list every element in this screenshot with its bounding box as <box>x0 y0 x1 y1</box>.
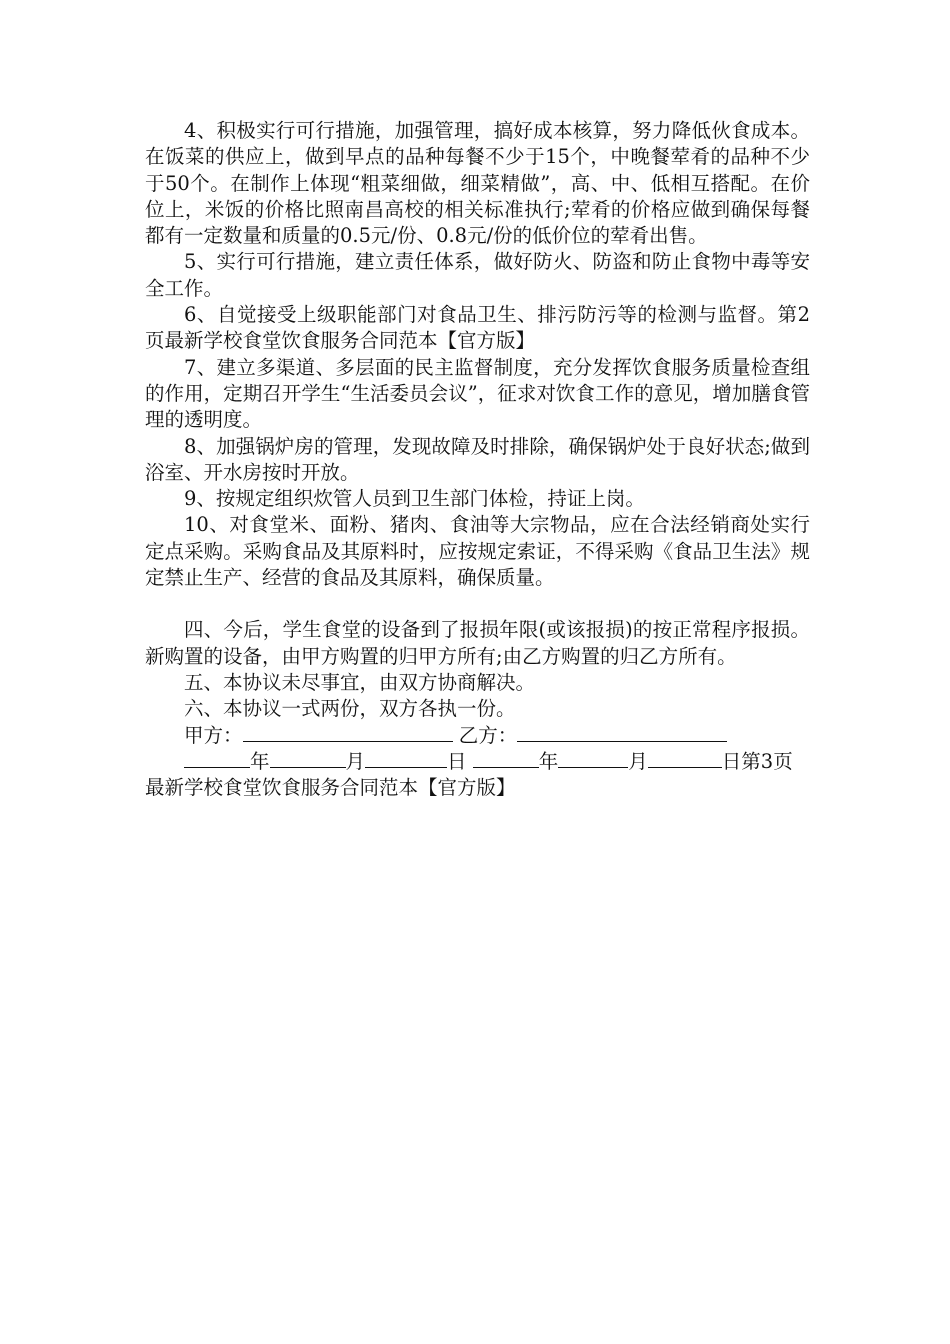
month-blank-b <box>558 749 628 768</box>
day-blank-a <box>365 749 447 768</box>
document-page <box>145 118 810 801</box>
party-b-label: 乙方： <box>458 723 518 747</box>
day-label-b: 日 <box>721 749 742 773</box>
party-b-signature-blank <box>517 723 727 742</box>
clause-9: 9、按规定组织炊管人员到卫生部门体检，持证上岗。 <box>184 487 645 511</box>
day-label-a: 日 <box>447 749 467 773</box>
paragraph-spacer <box>145 591 810 617</box>
clause-7: 7、建立多渠道、多层面的民主监督制度，充分发挥饮食服务质量检查组的作用，定期召开学生“生活委员会议”，征求对饮食工作的意见，增加膳食管理的透明度。 <box>145 355 810 432</box>
section-5: 五、本协议未尽事宜，由双方协商解决。 <box>184 670 536 694</box>
month-blank-a <box>270 749 346 768</box>
clause-10: 10、对食堂米、面粉、猪肉、食油等大宗物品，应在合法经销商处实行定点采购。采购食品及其原料时，应按规定索证，不得采购《食品卫生法》规定禁止生产、经营的食品及其原料，确保质量。 <box>145 513 810 590</box>
clause-8: 8、加强锅炉房的管理，发现故障及时排除，确保锅炉处于良好状态;做到浴室、开水房按时开放。 <box>145 434 810 484</box>
month-label-a: 月 <box>345 749 366 773</box>
year-label-a: 年 <box>250 749 270 773</box>
day-blank-b <box>648 749 722 768</box>
section-4: 四、今后，学生食堂的设备到了报损年限(或该报损)的按正常程序报损。新购置的设备，由甲方购置的归甲方所有;由乙方购置的归乙方所有。 <box>145 618 810 668</box>
clause-6: 6、自觉接受上级职能部门对食品卫生、排污防污等的检测与监督。第2页最新学校食堂饮食服务合同范本【官方版】 <box>145 303 810 353</box>
signature-line <box>145 723 810 749</box>
year-blank-b <box>473 749 539 768</box>
party-a-label: 甲方： <box>184 723 243 747</box>
year-label-b: 年 <box>538 749 559 773</box>
page-footer-text: 第3页最新学校食堂饮食服务合同范本【官方版】 <box>145 749 793 800</box>
month-label-b: 月 <box>628 749 648 773</box>
party-a-signature-blank <box>243 723 453 742</box>
date-line <box>145 749 810 802</box>
clause-4: 4、积极实行可行措施，加强管理，搞好成本核算，努力降低伙食成本。在饭菜的供应上，做到早点的品种每餐不少于15个，中晚餐荤肴的品种不少于50个。在制作上体现“粗菜细做，细菜精做”，高、中、低相互搭配。在价位上，米饭的价格比照南昌高校的相关标准执行;荤肴的价格应做到确保每餐都有一定数量和质量的0.5元/份、0.8元/份的低价位的荤肴出售。 <box>145 119 810 248</box>
section-6: 六、本协议一式两份，双方各执一份。 <box>184 697 516 721</box>
clause-5: 5、实行可行措施，建立责任体系，做好防火、防盗和防止食物中毒等安全工作。 <box>145 250 810 300</box>
year-blank-a <box>184 749 250 768</box>
